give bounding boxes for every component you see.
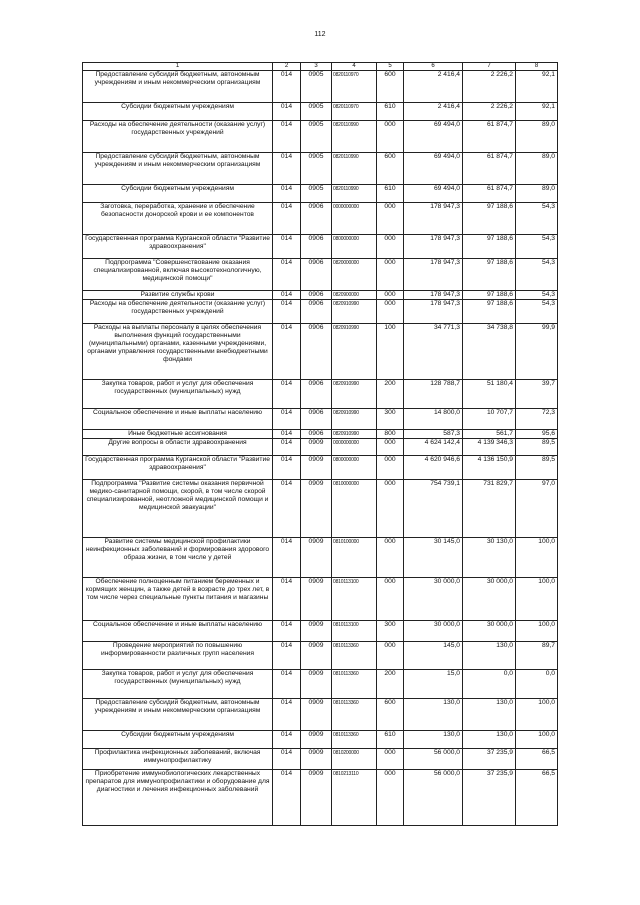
row-name-cell: Закупка товаров, работ и услуг для обеспечения государственных (муниципальных) нужд [83, 380, 273, 409]
col-3-cell: 0905 [301, 185, 332, 203]
target-code-cell: 0810113360 [332, 699, 377, 731]
expense-type-cell: 600 [377, 71, 404, 103]
table-row [83, 324, 558, 380]
header-cell: 8 [516, 63, 558, 71]
row-name-cell: Обеспечение полноценным питанием беременных и кормящих женщин, а также детей в возрасте до трех лет, в том числе через специальные пункты питания и магазины [83, 578, 273, 621]
row-name-cell: Подпрограмма "Развитие системы оказания первичной медико-санитарной помощи, скорой, в том числе скорой специализированной, неотложной медицинской помощи и медицинской эвакуации" [83, 480, 273, 538]
actual-amount-cell: 130,0 [463, 642, 516, 670]
plan-amount-cell: 14 800,0 [404, 409, 463, 430]
header-cell: 4 [332, 63, 377, 71]
plan-amount-cell: 754 739,1 [404, 480, 463, 538]
expense-type-cell: 000 [377, 749, 404, 770]
col-2-cell: 014 [273, 770, 301, 826]
col-2-cell: 014 [273, 642, 301, 670]
table-row [83, 770, 558, 826]
expense-type-cell: 610 [377, 185, 404, 203]
target-code-cell: 0820910990 [332, 380, 377, 409]
percent-cell: 72,3 [516, 409, 558, 430]
col-3-cell: 0909 [301, 456, 332, 480]
col-3-cell: 0905 [301, 121, 332, 153]
target-code-cell: 0000000000 [332, 203, 377, 235]
col-3-cell: 0909 [301, 670, 332, 699]
table-row [83, 259, 558, 291]
row-name-cell: Приобретение иммунобиологических лекарственных препаратов для иммунопрофилактики и оборудование для диагностики и лечения инфекционных заболеваний [83, 770, 273, 826]
plan-amount-cell: 178 947,3 [404, 203, 463, 235]
percent-cell: 54,3 [516, 300, 558, 324]
header-cell: 1 [83, 63, 273, 71]
table-row [83, 409, 558, 430]
target-code-cell: 0810100000 [332, 538, 377, 578]
col-2-cell: 014 [273, 699, 301, 731]
col-2-cell: 014 [273, 731, 301, 749]
col-3-cell: 0905 [301, 71, 332, 103]
header-cell: 5 [377, 63, 404, 71]
plan-amount-cell: 2 416,4 [404, 71, 463, 103]
row-name-cell: Профилактика инфекционных заболеваний, включая иммунопрофилактику [83, 749, 273, 770]
percent-cell: 66,5 [516, 770, 558, 826]
col-3-cell: 0906 [301, 324, 332, 380]
actual-amount-cell: 37 235,9 [463, 770, 516, 826]
row-name-cell: Заготовка, переработка, хранение и обеспечение безопасности донорской крови и ее компонентов [83, 203, 273, 235]
col-2-cell: 014 [273, 430, 301, 439]
plan-amount-cell: 15,0 [404, 670, 463, 699]
expense-type-cell: 000 [377, 456, 404, 480]
percent-cell: 54,3 [516, 259, 558, 291]
target-code-cell: 0820910990 [332, 430, 377, 439]
plan-amount-cell: 130,0 [404, 731, 463, 749]
actual-amount-cell: 61 874,7 [463, 185, 516, 203]
plan-amount-cell: 128 788,7 [404, 380, 463, 409]
table-row [83, 749, 558, 770]
actual-amount-cell: 130,0 [463, 699, 516, 731]
expense-type-cell: 000 [377, 439, 404, 456]
table-row [83, 456, 558, 480]
col-2-cell: 014 [273, 185, 301, 203]
row-name-cell: Закупка товаров, работ и услуг для обеспечения государственных (муниципальных) нужд [83, 670, 273, 699]
actual-amount-cell: 130,0 [463, 731, 516, 749]
row-name-cell: Государственная программа Курганской области "Развитие здравоохранения" [83, 456, 273, 480]
actual-amount-cell: 97 188,6 [463, 235, 516, 259]
table-row [83, 670, 558, 699]
col-3-cell: 0906 [301, 259, 332, 291]
target-code-cell: 0820110970 [332, 103, 377, 121]
percent-cell: 100,0 [516, 578, 558, 621]
page-number: 112 [314, 31, 326, 38]
table-row [83, 235, 558, 259]
table-row [83, 300, 558, 324]
percent-cell: 89,0 [516, 185, 558, 203]
expense-type-cell: 000 [377, 121, 404, 153]
col-3-cell: 0909 [301, 439, 332, 456]
header-cell: 6 [404, 63, 463, 71]
actual-amount-cell: 30 000,0 [463, 578, 516, 621]
budget-table [82, 62, 558, 826]
row-name-cell: Иные бюджетные ассигнования [83, 430, 273, 439]
col-2-cell: 014 [273, 300, 301, 324]
col-3-cell: 0909 [301, 770, 332, 826]
actual-amount-cell: 30 000,0 [463, 621, 516, 642]
col-2-cell: 014 [273, 578, 301, 621]
row-name-cell: Предоставление субсидий бюджетным, автономным учреждениям и иным некоммерческим организациям [83, 71, 273, 103]
percent-cell: 0,0 [516, 670, 558, 699]
actual-amount-cell: 30 130,0 [463, 538, 516, 578]
target-code-cell: 0800000000 [332, 235, 377, 259]
col-3-cell: 0906 [301, 430, 332, 439]
actual-amount-cell: 2 226,2 [463, 71, 516, 103]
plan-amount-cell: 178 947,3 [404, 259, 463, 291]
row-name-cell: Социальное обеспечение и иные выплаты населению [83, 621, 273, 642]
expense-type-cell: 610 [377, 103, 404, 121]
col-2-cell: 014 [273, 291, 301, 300]
actual-amount-cell: 61 874,7 [463, 153, 516, 185]
expense-type-cell: 800 [377, 430, 404, 439]
plan-amount-cell: 4 620 946,6 [404, 456, 463, 480]
col-2-cell: 014 [273, 121, 301, 153]
expense-type-cell: 200 [377, 670, 404, 699]
percent-cell: 99,9 [516, 324, 558, 380]
plan-amount-cell: 69 494,0 [404, 121, 463, 153]
actual-amount-cell: 97 188,6 [463, 259, 516, 291]
table-row [83, 121, 558, 153]
target-code-cell: 0810200000 [332, 749, 377, 770]
col-2-cell: 014 [273, 71, 301, 103]
col-3-cell: 0906 [301, 409, 332, 430]
actual-amount-cell: 34 738,8 [463, 324, 516, 380]
actual-amount-cell: 51 180,4 [463, 380, 516, 409]
table-row [83, 621, 558, 642]
col-2-cell: 014 [273, 480, 301, 538]
col-2-cell: 014 [273, 621, 301, 642]
percent-cell: 89,7 [516, 642, 558, 670]
target-code-cell: 0810113100 [332, 578, 377, 621]
table-row [83, 578, 558, 621]
target-code-cell: 0000000000 [332, 439, 377, 456]
target-code-cell: 0820910990 [332, 300, 377, 324]
table-row [83, 291, 558, 300]
col-3-cell: 0909 [301, 642, 332, 670]
row-name-cell: Расходы на обеспечение деятельности (оказание услуг) государственных учреждений [83, 300, 273, 324]
plan-amount-cell: 145,0 [404, 642, 463, 670]
expense-type-cell: 000 [377, 578, 404, 621]
actual-amount-cell: 97 188,6 [463, 203, 516, 235]
col-3-cell: 0909 [301, 699, 332, 731]
col-3-cell: 0909 [301, 538, 332, 578]
col-2-cell: 014 [273, 153, 301, 185]
target-code-cell: 0820910990 [332, 324, 377, 380]
expense-type-cell: 000 [377, 770, 404, 826]
target-code-cell: 0800000000 [332, 456, 377, 480]
col-3-cell: 0906 [301, 380, 332, 409]
header-cell: 3 [301, 63, 332, 71]
percent-cell: 100,0 [516, 731, 558, 749]
plan-amount-cell: 69 494,0 [404, 185, 463, 203]
header-cell: 2 [273, 63, 301, 71]
actual-amount-cell: 97 188,6 [463, 291, 516, 300]
row-name-cell: Проведение мероприятий по повышению информированности различных групп населения [83, 642, 273, 670]
percent-cell: 92,1 [516, 103, 558, 121]
col-3-cell: 0909 [301, 749, 332, 770]
col-3-cell: 0905 [301, 103, 332, 121]
plan-amount-cell: 34 771,3 [404, 324, 463, 380]
table-row [83, 203, 558, 235]
plan-amount-cell: 69 494,0 [404, 153, 463, 185]
target-code-cell: 0810113100 [332, 621, 377, 642]
expense-type-cell: 600 [377, 699, 404, 731]
target-code-cell: 0810113360 [332, 670, 377, 699]
target-code-cell: 0820110990 [332, 121, 377, 153]
table-row [83, 480, 558, 538]
col-3-cell: 0905 [301, 153, 332, 185]
expense-type-cell: 000 [377, 642, 404, 670]
plan-amount-cell: 130,0 [404, 699, 463, 731]
plan-amount-cell: 56 000,0 [404, 749, 463, 770]
percent-cell: 89,0 [516, 121, 558, 153]
percent-cell: 39,7 [516, 380, 558, 409]
expense-type-cell: 600 [377, 153, 404, 185]
expense-type-cell: 000 [377, 291, 404, 300]
col-2-cell: 014 [273, 749, 301, 770]
actual-amount-cell: 10 707,7 [463, 409, 516, 430]
col-3-cell: 0909 [301, 480, 332, 538]
plan-amount-cell: 178 947,3 [404, 291, 463, 300]
col-3-cell: 0906 [301, 235, 332, 259]
expense-type-cell: 000 [377, 538, 404, 578]
target-code-cell: 0810000000 [332, 480, 377, 538]
row-name-cell: Предоставление субсидий бюджетным, автономным учреждениям и иным некоммерческим организациям [83, 699, 273, 731]
expense-type-cell: 000 [377, 259, 404, 291]
plan-amount-cell: 30 145,0 [404, 538, 463, 578]
actual-amount-cell: 97 188,6 [463, 300, 516, 324]
row-name-cell: Расходы на обеспечение деятельности (оказание услуг) государственных учреждений [83, 121, 273, 153]
expense-type-cell: 000 [377, 235, 404, 259]
table-row [83, 103, 558, 121]
percent-cell: 89,5 [516, 439, 558, 456]
col-3-cell: 0906 [301, 300, 332, 324]
target-code-cell: 0820900000 [332, 291, 377, 300]
percent-cell: 54,3 [516, 291, 558, 300]
col-3-cell: 0909 [301, 621, 332, 642]
expense-type-cell: 200 [377, 380, 404, 409]
actual-amount-cell: 4 139 346,3 [463, 439, 516, 456]
table-row [83, 185, 558, 203]
percent-cell: 100,0 [516, 538, 558, 578]
col-3-cell: 0909 [301, 731, 332, 749]
percent-cell: 97,0 [516, 480, 558, 538]
expense-type-cell: 000 [377, 300, 404, 324]
table-row [83, 71, 558, 103]
expense-type-cell: 000 [377, 203, 404, 235]
target-code-cell: 0820910990 [332, 409, 377, 430]
percent-cell: 100,0 [516, 621, 558, 642]
col-2-cell: 014 [273, 380, 301, 409]
row-name-cell: Государственная программа Курганской области "Развитие здравоохранения" [83, 235, 273, 259]
col-2-cell: 014 [273, 409, 301, 430]
actual-amount-cell: 4 136 150,9 [463, 456, 516, 480]
target-code-cell: 0820110990 [332, 185, 377, 203]
plan-amount-cell: 30 000,0 [404, 621, 463, 642]
target-code-cell: 0810113360 [332, 731, 377, 749]
table-row [83, 439, 558, 456]
percent-cell: 92,1 [516, 71, 558, 103]
row-name-cell: Субсидии бюджетным учреждениям [83, 103, 273, 121]
expense-type-cell: 300 [377, 409, 404, 430]
row-name-cell: Социальное обеспечение и иные выплаты населению [83, 409, 273, 430]
col-2-cell: 014 [273, 456, 301, 480]
col-2-cell: 014 [273, 103, 301, 121]
row-name-cell: Предоставление субсидий бюджетным, автономным учреждениям и иным некоммерческим организациям [83, 153, 273, 185]
row-name-cell: Развитие службы крови [83, 291, 273, 300]
col-2-cell: 014 [273, 670, 301, 699]
header-cell: 7 [463, 63, 516, 71]
col-3-cell: 0909 [301, 578, 332, 621]
target-code-cell: 0820110970 [332, 71, 377, 103]
row-name-cell: Другие вопросы в области здравоохранения [83, 439, 273, 456]
actual-amount-cell: 731 829,7 [463, 480, 516, 538]
expense-type-cell: 300 [377, 621, 404, 642]
plan-amount-cell: 4 624 142,4 [404, 439, 463, 456]
actual-amount-cell: 61 874,7 [463, 121, 516, 153]
percent-cell: 89,5 [516, 456, 558, 480]
actual-amount-cell: 561,7 [463, 430, 516, 439]
table-row [83, 642, 558, 670]
header-row [83, 63, 558, 71]
percent-cell: 54,3 [516, 235, 558, 259]
actual-amount-cell: 37 235,9 [463, 749, 516, 770]
target-code-cell: 0810213110 [332, 770, 377, 826]
plan-amount-cell: 178 947,3 [404, 300, 463, 324]
expense-type-cell: 610 [377, 731, 404, 749]
plan-amount-cell: 2 416,4 [404, 103, 463, 121]
table-row [83, 699, 558, 731]
actual-amount-cell: 0,0 [463, 670, 516, 699]
table-row [83, 731, 558, 749]
target-code-cell: 0810113360 [332, 642, 377, 670]
percent-cell: 54,3 [516, 203, 558, 235]
plan-amount-cell: 178 947,3 [404, 235, 463, 259]
row-name-cell: Подпрограмма "Совершенствование оказания специализированной, включая высокотехнологичную, медицинской помощи" [83, 259, 273, 291]
expense-type-cell: 100 [377, 324, 404, 380]
percent-cell: 66,5 [516, 749, 558, 770]
plan-amount-cell: 30 000,0 [404, 578, 463, 621]
col-2-cell: 014 [273, 203, 301, 235]
table-row [83, 380, 558, 409]
target-code-cell: 0820000000 [332, 259, 377, 291]
row-name-cell: Субсидии бюджетным учреждениям [83, 731, 273, 749]
expense-type-cell: 000 [377, 480, 404, 538]
col-2-cell: 014 [273, 439, 301, 456]
col-3-cell: 0906 [301, 291, 332, 300]
table-row [83, 153, 558, 185]
percent-cell: 89,0 [516, 153, 558, 185]
row-name-cell: Развитие системы медицинской профилактики неинфекционных заболеваний и формирования здорового образа жизни, в том числе у детей [83, 538, 273, 578]
plan-amount-cell: 587,3 [404, 430, 463, 439]
actual-amount-cell: 2 226,2 [463, 103, 516, 121]
plan-amount-cell: 56 000,0 [404, 770, 463, 826]
target-code-cell: 0820110990 [332, 153, 377, 185]
percent-cell: 95,6 [516, 430, 558, 439]
row-name-cell: Субсидии бюджетным учреждениям [83, 185, 273, 203]
col-2-cell: 014 [273, 324, 301, 380]
col-2-cell: 014 [273, 235, 301, 259]
col-2-cell: 014 [273, 259, 301, 291]
table-row [83, 538, 558, 578]
col-3-cell: 0906 [301, 203, 332, 235]
row-name-cell: Расходы на выплаты персоналу в целях обеспечения выполнения функций государственными (муниципальными) органами, казенными учреждениями, органами управления государственными внебюджетными фондами [83, 324, 273, 380]
col-2-cell: 014 [273, 538, 301, 578]
percent-cell: 100,0 [516, 699, 558, 731]
table-row [83, 430, 558, 439]
